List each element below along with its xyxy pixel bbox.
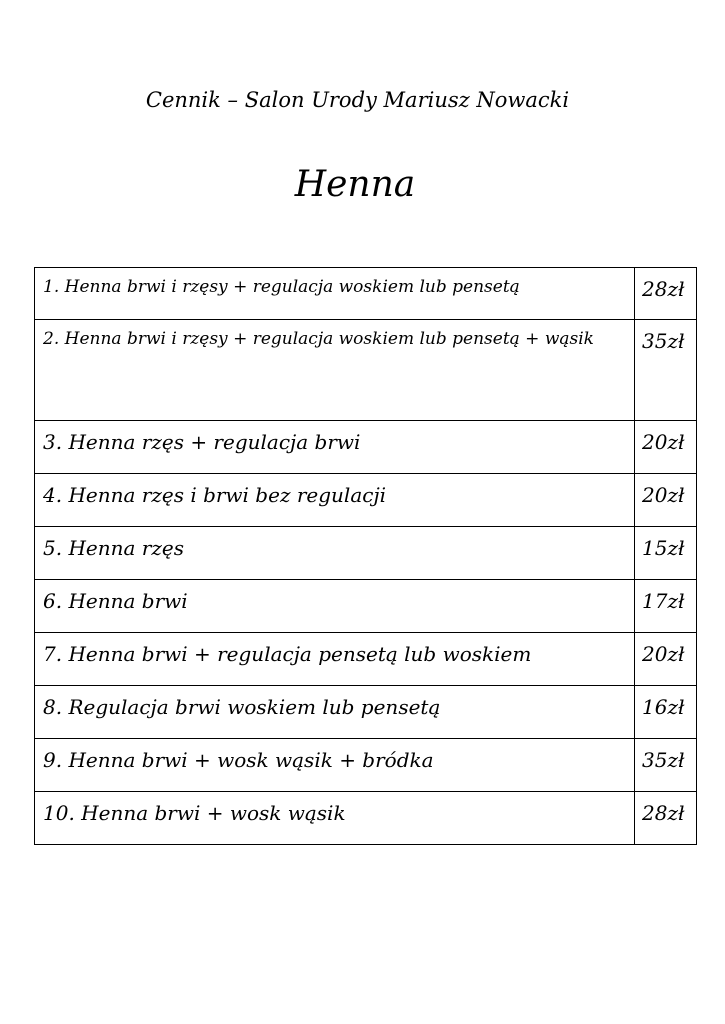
table-row bbox=[35, 474, 697, 527]
service-name: 9. Henna brwi + wosk wąsik + bródka bbox=[35, 739, 635, 792]
page-title: Cennik – Salon Urody Mariusz Nowacki bbox=[145, 88, 570, 112]
service-price: 15zł bbox=[635, 527, 697, 580]
service-price: 28zł bbox=[635, 268, 697, 320]
service-name: 6. Henna brwi bbox=[35, 580, 635, 633]
table-row bbox=[35, 792, 697, 845]
section-title: Henna bbox=[294, 164, 416, 205]
service-price: 16zł bbox=[635, 686, 697, 739]
service-price: 20zł bbox=[635, 421, 697, 474]
table-row bbox=[35, 686, 697, 739]
service-name: 5. Henna rzęs bbox=[35, 527, 635, 580]
service-name: 3. Henna rzęs + regulacja brwi bbox=[35, 421, 635, 474]
table-row bbox=[35, 527, 697, 580]
service-name: 8. Regulacja brwi woskiem lub pensetą bbox=[35, 686, 635, 739]
service-name: 1. Henna brwi i rzęsy + regulacja woskiem lub pensetą bbox=[35, 268, 635, 320]
table-row bbox=[35, 739, 697, 792]
service-price: 20zł bbox=[635, 474, 697, 527]
service-price: 28zł bbox=[635, 792, 697, 845]
price-table bbox=[34, 267, 697, 845]
service-price: 20zł bbox=[635, 633, 697, 686]
service-name: 2. Henna brwi i rzęsy + regulacja woskiem lub pensetą + wąsik bbox=[35, 320, 635, 421]
service-price: 35zł bbox=[635, 320, 697, 421]
table-row bbox=[35, 268, 697, 320]
service-name: 7. Henna brwi + regulacja pensetą lub woskiem bbox=[35, 633, 635, 686]
table-row bbox=[35, 633, 697, 686]
table-row bbox=[35, 320, 697, 421]
table-row bbox=[35, 421, 697, 474]
service-name: 10. Henna brwi + wosk wąsik bbox=[35, 792, 635, 845]
service-price: 17zł bbox=[635, 580, 697, 633]
service-name: 4. Henna rzęs i brwi bez regulacji bbox=[35, 474, 635, 527]
service-price: 35zł bbox=[635, 739, 697, 792]
table-row bbox=[35, 580, 697, 633]
